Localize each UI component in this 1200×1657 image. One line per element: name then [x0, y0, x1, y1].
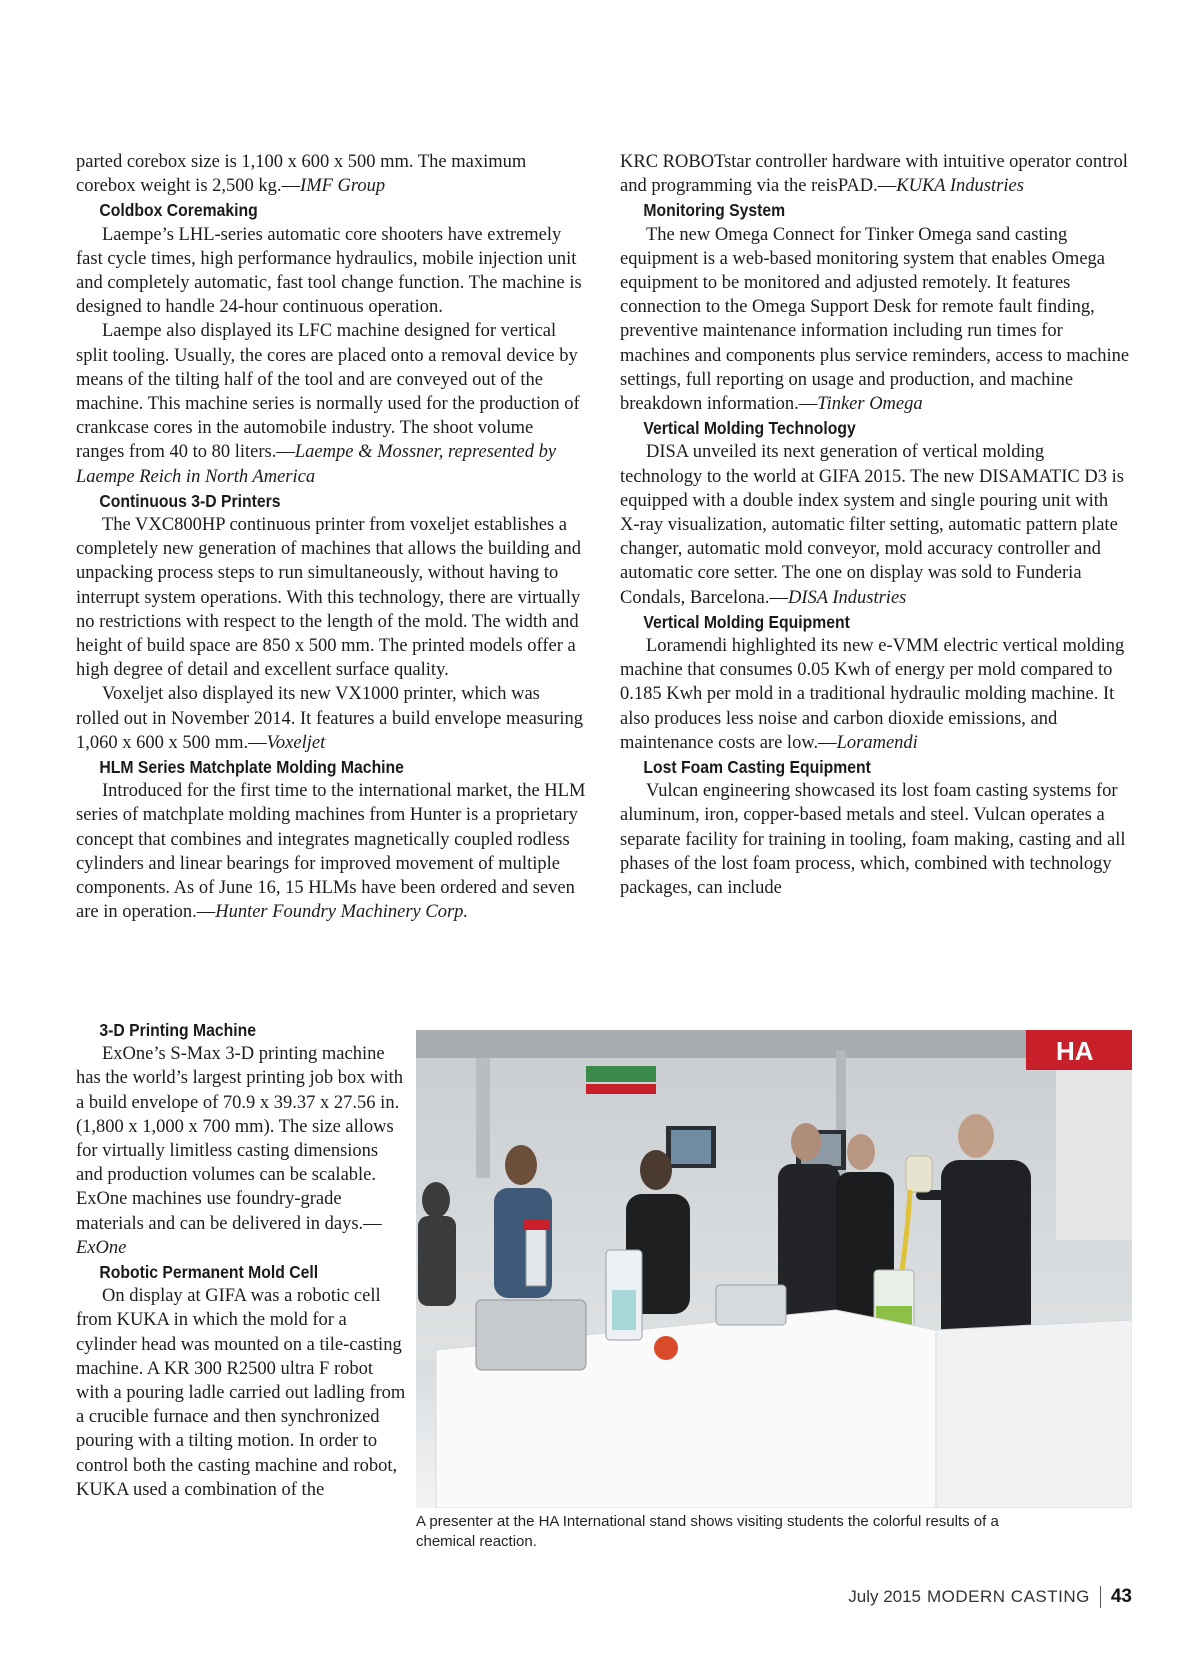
paragraph-vme: Loramendi highlighted its new e-VMM electric vertical molding machine that consumes 0.05 Kwh of energy per mold compared to 0.185 Kwh per mold in a traditional hydraulic molding machine. It also produces less noise and carbon dioxide emissions, and maintenance costs are low.—Loramendi	[620, 636, 1125, 753]
credit-laempe: Laempe & Mossner, represented by Laempe Reich in North America	[76, 442, 557, 487]
heading-coldbox-coremaking: Coldbox Coremaking	[99, 200, 258, 221]
red-container	[654, 1336, 678, 1360]
credit-hunter: Hunter Foundry Machinery Corp.	[215, 902, 469, 923]
paragraph-3d-printing: ExOne’s S-Max 3-D printing machine has the world’s largest printing job box with a build envelope of 70.9 x 39.37 x 27.56 in. (1,800 x 1,000 x 700 mm). The size allows for virtually limitless casting dimensions and production volumes can be scalable. ExOne machines use foundry-grade materials and can be delivered in days.—ExOne	[76, 1044, 403, 1258]
paragraph-vmt: DISA unveiled its next generation of vertical molding technology to the world at GIFA 2015. The new DISAMATIC D3 is equipped with a double index system and single pouring unit with X-ray visualization, automatic filter setting, automatic pattern plate changer, automatic mold conveyor, mold accuracy controller and automatic core setter. The one on display was sold to Funderia Condals, Barcelona.—DISA Industries	[620, 442, 1124, 608]
paragraph-monitoring: The new Omega Connect for Tinker Omega sand casting equipment is a web-based monitoring system that enables Omega equipment to be monitored and adjusted remotely. It features connection to the Omega Support Desk for remote fault finding, preventive maintenance information including run times for machines and components plus service reminders, access to machine settings, full reporting on usage and production, and machine breakdown information.—Tinker Omega	[620, 224, 1130, 415]
credit-kuka: KUKA Industries	[896, 176, 1024, 197]
side-table	[936, 1320, 1132, 1508]
ceiling	[416, 1030, 1132, 1058]
page-number: 43	[1110, 1586, 1132, 1607]
wall-panel	[1056, 1070, 1132, 1240]
paragraph-coldbox-2: Laempe also displayed its LFC machine designed for vertical split tooling. Usually, the cores are placed onto a removal device by means of the tilting half of the tool and are conveyed out of the machine. This machine series is normally used for the production of crankcase cores in the automobile industry. The shoot volume ranges from 40 to 80 liters.—Laempe & Mossner, represented by Laempe Reich in North America	[76, 321, 580, 487]
stand-photo	[416, 1030, 1132, 1508]
paragraph-lost-foam: Vulcan engineering showcased its lost foam casting systems for aluminum, iron, copper-based metals and steel. Vulcan operates a separate facility for training in tooling, foam making, casting and all phases of the lost foam process, which, combined with technology packages, can include	[620, 781, 1126, 899]
heading-lost-foam: Lost Foam Casting Equipment	[643, 757, 871, 778]
credit-loramendi: Loramendi	[836, 732, 918, 753]
heading-vertical-molding-technology: Vertical Molding Technology	[643, 418, 856, 439]
balance	[716, 1285, 786, 1325]
paragraph-printers-2: Voxeljet also displayed its new VX1000 printer, which was rolled out in November 2014. It features a build envelope measuring 1,060 x 600 x 500 mm.—Voxeljet	[76, 684, 584, 753]
credit-disa: DISA Industries	[788, 587, 907, 608]
paragraph-robotic: On display at GIFA was a robotic cell from KUKA in which the mold for a cylinder head was mounted on a tile-casting machine. A KR 300 R2500 ultra F robot with a pouring ladle carried out ladling from a crucible furnace and then synchronized pouring with a tilting motion. In order to control both the casting machine and robot, KUKA used a combination of the	[76, 1286, 406, 1500]
heading-robotic-mold-cell: Robotic Permanent Mold Cell	[99, 1262, 319, 1283]
bottle-liquid	[612, 1290, 636, 1330]
heading-monitoring-system: Monitoring System	[643, 200, 786, 221]
indicator-strip	[586, 1066, 656, 1082]
credit-voxeljet: Voxeljet	[266, 732, 326, 753]
paragraph-hlm: Introduced for the first time to the international market, the HLM series of matchplate molding machines from Hunter is a proprietary concept that combines and integrates magnetically coupled rodless cylinders and linear bearings for improved movement of multiple components. As of June 16, 15 HLMs have been ordered and seven are in operation.—Hunter Foundry Machinery Corp.	[76, 781, 586, 923]
credit-exone: ExOne	[76, 1237, 127, 1258]
heading-vertical-molding-equipment: Vertical Molding Equipment	[643, 611, 850, 632]
heading-hlm-series: HLM Series Matchplate Molding Machine	[99, 757, 404, 778]
credit-imf: IMF Group	[300, 176, 386, 197]
page-footer	[848, 1586, 1132, 1608]
footer-magazine: MODERN CASTING	[927, 1587, 1090, 1606]
paragraph-printers-1: The VXC800HP continuous printer from voxeljet establishes a completely new generation of machines that allows the building and unpacking process steps to run simultaneously, without having to interrupt system operations. With this technology, there are virtually no restrictions with respect to the length of the mold. The width and height of build space are 850 x 500 mm. The printed models offer a high degree of detail and excellent surface quality.	[76, 515, 582, 681]
footer-issue: July 2015	[848, 1587, 922, 1606]
paragraph-corebox: parted corebox size is 1,100 x 600 x 500 mm. The maximum corebox weight is 2,500 kg.—IMF Group	[76, 152, 527, 197]
article-column-left	[76, 150, 586, 925]
monitor-screen	[671, 1130, 711, 1164]
paragraph-kuka: KRC ROBOTstar controller hardware with intuitive operator control and programming via the reisPAD.—KUKA Industries	[620, 152, 1128, 197]
lab-stand	[526, 1226, 546, 1286]
pitcher	[906, 1156, 932, 1192]
credit-tinker-omega: Tinker Omega	[817, 394, 923, 415]
brand-sign-text: HA	[1056, 1036, 1094, 1066]
lab-device	[476, 1300, 586, 1370]
photo-caption: A presenter at the HA International stand shows visiting students the colorful results of a chemical reaction.	[416, 1513, 999, 1550]
indicator-strip	[586, 1084, 656, 1094]
pillar	[476, 1058, 490, 1178]
footer-divider	[1100, 1586, 1101, 1608]
article-column-left-narrow	[76, 1018, 406, 1502]
heading-continuous-printers: Continuous 3-D Printers	[99, 490, 281, 511]
photo-illustration	[416, 1030, 1132, 1508]
heading-3d-printing-machine: 3-D Printing Machine	[99, 1020, 257, 1040]
article-column-right	[620, 150, 1130, 900]
stand-cap	[523, 1220, 549, 1230]
paragraph-coldbox-1: Laempe’s LHL-series automatic core shooters have extremely fast cycle times, high performance hydraulics, mobile injection unit and completely automatic, fast tool change function. The machine is designed to handle 24-hour continuous operation.	[76, 224, 582, 318]
